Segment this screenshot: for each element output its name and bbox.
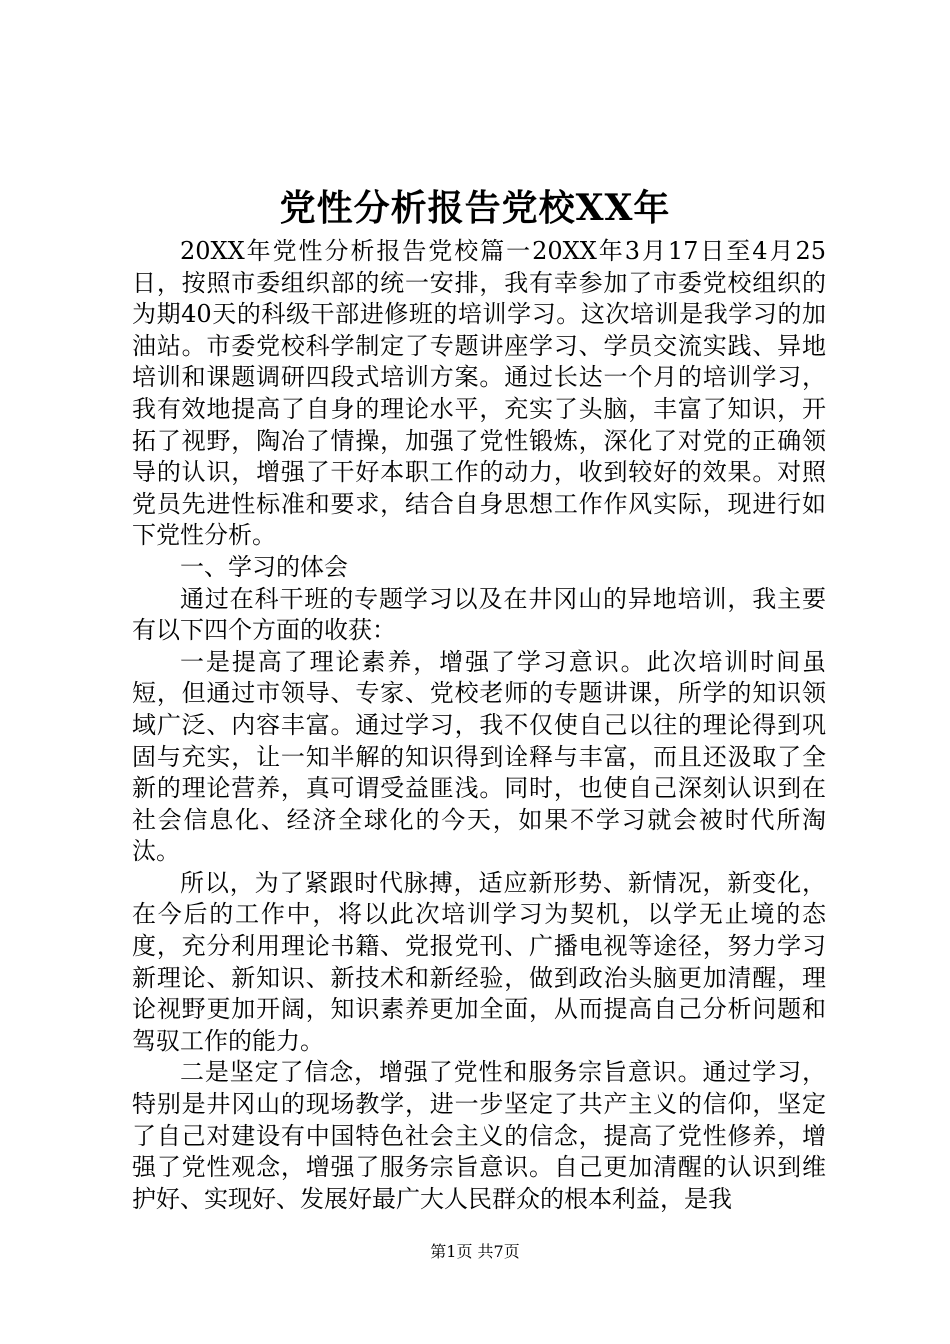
paragraph-gains: 通过在科干班的专题学习以及在井冈山的异地培训，我主要有以下四个方面的收获： — [132, 584, 826, 645]
paragraph-intro: 20XX年党性分析报告党校篇一20XX年3月17日至4月25日，按照市委组织部的统一安排，我有幸参加了市委党校组织的为期40天的科级干部进修班的培训学习。这次培训是我学习的加油站。市委党校科学制定了专题讲座学习、学员交流实践、异地培训和课题调研四段式培训方案。通过长达一个月的培训学习，我有效地提高了自身的理论水平，充实了头脑，丰富了知识，开拓了视野，陶冶了情操，加强了党性锻炼，深化了对党的正确领导的认识，增强了干好本职工作的动力，收到较好的效果。对照党员先进性标准和要求，结合自身思想工作作风实际，现进行如下党性分析。 — [132, 237, 826, 550]
paragraph-point-one: 一是提高了理论素养，增强了学习意识。此次培训时间虽短，但通过市领导、专家、党校老师的专题讲课，所学的知识领域广泛、内容丰富。通过学习，我不仅使自己以往的理论得到巩固与充实，让一知半解的知识得到诠释与丰富，而且还汲取了全新的理论营养，真可谓受益匪浅。同时，也使自己深刻认识到在社会信息化、经济全球化的今天，如果不学习就会被时代所淘汰。 — [132, 647, 826, 866]
document-body — [132, 236, 826, 1215]
page-footer: 第1页 共7页 — [430, 1242, 520, 1261]
section-heading-learning: 一、学习的体会 — [180, 552, 348, 581]
paragraph-therefore: 所以，为了紧跟时代脉搏，适应新形势、新情况，新变化，在今后的工作中，将以此次培训学习为契机，以学无止境的态度，充分利用理论书籍、党报党刊、广播电视等途径，努力学习新理论、新知识、新技术和新经验，做到政治头脑更加清醒，理论视野更加开阔，知识素养更加全面，从而提高自己分析问题和驾驭工作的能力。 — [132, 868, 826, 1055]
paragraph-point-two: 二是坚定了信念，增强了党性和服务宗旨意识。通过学习，特别是井冈山的现场教学，进一步坚定了共产主义的信仰，坚定了自己对建设有中国特色社会主义的信念，提高了党性修养，增强了党性观念，增强了服务宗旨意识。自己更加清醒的认识到维护好、实现好、发展好最广大人民群众的根本利益，是我 — [132, 1058, 826, 1213]
document-title: 党性分析报告党校XX年 — [279, 187, 671, 229]
